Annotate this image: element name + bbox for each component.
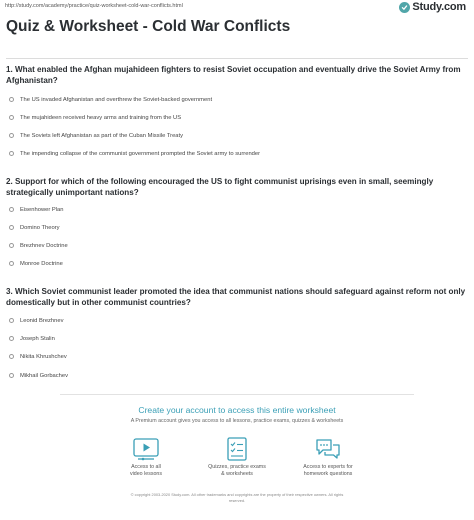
answer-option[interactable] [9, 371, 68, 380]
answer-option[interactable] [9, 149, 260, 158]
radio-icon[interactable] [9, 318, 14, 323]
radio-icon[interactable] [9, 243, 14, 248]
quiz-checklist-icon [222, 437, 252, 461]
create-account-link[interactable]: Create your account to access this entire worksheet [138, 405, 336, 415]
answer-option[interactable] [9, 259, 63, 268]
answer-option[interactable] [9, 316, 64, 325]
radio-icon[interactable] [9, 133, 14, 138]
radio-icon[interactable] [9, 151, 14, 156]
answer-label: Brezhnev Doctrine [20, 242, 68, 249]
answer-option[interactable] [9, 95, 212, 104]
copyright-footer: © copyright 2003-2020 Study.com. All other trademarks and copyrights are the property of their respective owners. All rights reserved. [130, 492, 344, 503]
study-logo[interactable] [399, 1, 466, 13]
feature-experts [278, 437, 378, 478]
answer-option[interactable] [9, 223, 60, 232]
radio-icon[interactable] [9, 336, 14, 341]
answer-label: The Soviets left Afghanistan as part of the Cuban Missile Treaty [20, 132, 184, 139]
video-player-icon [131, 437, 161, 461]
radio-icon[interactable] [9, 97, 14, 102]
question-3: 3. Which Soviet communist leader promoted the idea that communist nations should safeguard against reform not only domestically but in other communist countries? [6, 287, 466, 307]
answer-option[interactable] [9, 352, 67, 361]
answer-label: The mujahideen received heavy arms and training from the US [20, 114, 182, 121]
answer-label: Nikita Khrushchev [20, 353, 67, 360]
question-1: 1. What enabled the Afghan mujahideen fighters to resist Soviet occupation and eventually drive the Soviet Army from Afghanistan? [6, 65, 461, 85]
answer-label: The impending collapse of the communist government prompted the Soviet army to surrender [20, 150, 261, 157]
cta-divider [60, 394, 414, 395]
title-divider [6, 58, 468, 59]
chat-bubbles-icon [313, 437, 343, 461]
page-header-bar [0, 0, 474, 14]
answer-label: Monroe Doctrine [20, 260, 63, 267]
answer-label: Leonid Brezhnev [20, 317, 64, 324]
radio-icon[interactable] [9, 207, 14, 212]
radio-icon[interactable] [9, 115, 14, 120]
answer-label: Joseph Stalin [20, 335, 55, 342]
radio-icon[interactable] [9, 261, 14, 266]
feature-quizzes [187, 437, 287, 478]
answer-option[interactable] [9, 334, 55, 343]
answer-option[interactable] [9, 113, 181, 122]
radio-icon[interactable] [9, 373, 14, 378]
feature-label: Access to experts for homework questions [303, 464, 353, 477]
answer-label: Mikhail Gorbachev [20, 372, 69, 379]
premium-description: A Premium account gives you access to all lessons, practice exams, quizzes & worksheets [130, 418, 344, 424]
study-logo-icon [399, 2, 410, 13]
answer-option[interactable] [9, 205, 64, 214]
feature-label: Access to all video lessons [129, 464, 163, 477]
page-url: http://study.com/academy/practice/quiz-worksheet-cold-war-conflicts.html [5, 3, 183, 9]
answer-label: Eisenhower Plan [20, 206, 64, 213]
question-2: 2. Support for which of the following encouraged the US to fight communist uprisings even in small, seemingly strategically unimportant nations? [6, 177, 434, 197]
radio-icon[interactable] [9, 225, 14, 230]
answer-option[interactable] [9, 241, 68, 250]
study-logo-text: Study.com [412, 1, 466, 13]
answer-option[interactable] [9, 131, 183, 140]
answer-label: The US invaded Afghanistan and overthrew the Soviet-backed government [20, 96, 213, 103]
page-title: Quiz & Worksheet - Cold War Conflicts [6, 18, 291, 35]
answer-label: Domino Theory [20, 224, 60, 231]
feature-label: Quizzes, practice exams & worksheets [208, 464, 266, 477]
feature-video-lessons [96, 437, 196, 478]
radio-icon[interactable] [9, 354, 14, 359]
